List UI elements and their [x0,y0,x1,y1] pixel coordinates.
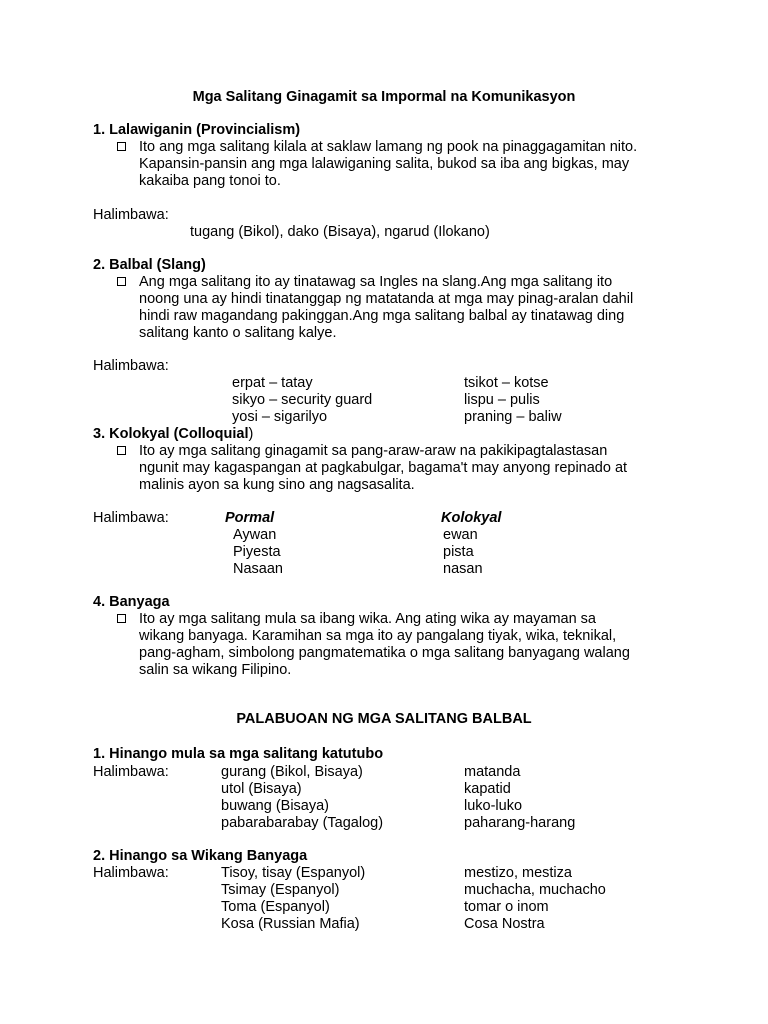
example-item: tomar o inom [464,899,549,915]
paragraph-line: malinis ayon sa kung sino ang nagsasalita. [139,477,415,493]
heading-bold-part: 3. Kolokyal (Colloquial [93,426,249,442]
katutubo-left-column [221,764,383,832]
example-label: Halimbawa: [93,358,169,374]
paragraph-line: Ang mga salitang ito ay tinatawag sa Ingles na slang.Ang mga salitang ito [139,274,613,290]
section-heading-kolokyal [93,426,253,443]
paragraph-line: salitang kanto o salitang kalye. [139,325,337,341]
subsection-heading-banyaga: 2. Hinango sa Wikang Banyaga [93,848,308,864]
section-heading-lalawiganin: 1. Lalawiganin (Provincialism) [93,122,301,138]
example-item: yosi – sigarilyo [232,409,328,425]
example-item: Tisoy, tisay (Espanyol) [221,865,366,881]
example-item: praning – baliw [464,409,562,425]
example-item: utol (Bisaya) [221,781,302,797]
paragraph-kolokyal [139,443,627,494]
subtitle: PALABUOAN NG MGA SALITANG BALBAL [236,711,532,727]
example-label: Halimbawa: [93,207,169,223]
example-item: gurang (Bikol, Bisaya) [221,764,363,780]
paragraph-line: noong una ay hindi tinatanggap ng matatanda at mga may pinag-aralan dahil [139,291,634,307]
example-item: pista [443,544,474,560]
example-item: Aywan [233,527,277,543]
section-heading-balbal: 2. Balbal (Slang) [93,257,206,273]
example-item: Cosa Nostra [464,916,545,932]
example-item: tsikot – kotse [464,375,549,391]
example-item: nasan [443,561,483,577]
paragraph-line: Ito ay mga salitang ginagamit sa pang-araw-araw na pakikipagtalastasan [139,443,608,459]
examples-right-column [464,375,562,426]
paragraph-balbal [139,274,633,342]
example-item: pabarabarabay (Tagalog) [221,815,384,831]
paragraph-line: Ito ang mga salitang kilala at saklaw lamang ng pook na pinaggagamitan nito. [139,139,638,155]
example-item: paharang-harang [464,815,576,831]
example-item: mestizo, mestiza [464,865,572,881]
paragraph-line: salin sa wikang Filipino. [139,662,292,678]
example-item: muchacha, muchacho [464,882,606,898]
column-header-kolokyal: Kolokyal [441,510,502,526]
column-header-pormal: Pormal [225,510,275,526]
example-label: Halimbawa: [93,764,169,780]
katutubo-right-column [464,764,575,832]
example-item: Toma (Espanyol) [221,899,330,915]
paragraph-banyaga [139,611,630,679]
example-item: luko-luko [464,798,523,814]
checkbox-bullet-icon [117,446,126,455]
example-item: Nasaan [233,561,283,577]
banyaga-left-column [221,865,365,933]
example-item: lispu – pulis [464,392,540,408]
example-item: matanda [464,764,521,780]
example-item: Kosa (Russian Mafia) [221,916,360,932]
paragraph-line: kakaiba pang tonoi to. [139,173,281,189]
example-label: Halimbawa: [93,510,169,526]
example-item: ewan [443,527,478,543]
example-item: Piyesta [233,544,281,560]
checkbox-bullet-icon [117,142,126,151]
example-text: tugang (Bikol), dako (Bisaya), ngarud (Ilokano) [190,224,490,240]
paragraph-line: ngunit may kagaspangan at pagkabulgar, bagama't may anyong repinado at [139,460,628,476]
subsection-heading-katutubo: 1. Hinango mula sa mga salitang katutubo [93,746,384,762]
paragraph-line: wikang banyaga. Karamihan sa mga ito ay pangalang tiyak, wika, teknikal, [139,628,617,644]
example-item: sikyo – security guard [232,392,373,408]
document-title: Mga Salitang Ginagamit sa Impormal na Komunikasyon [192,89,576,105]
paragraph-line: Kapansin-pansin ang mga lalawiganing salita, bukod sa iba ang bigkas, may [139,156,630,172]
paragraph-line: Ito ay mga salitang mula sa ibang wika. Ang ating wika ay mayaman sa [139,611,596,627]
paragraph-line: pang-agham, simbolong pangmatematika o mga salitang banyagang walang [139,645,630,661]
example-item: kapatid [464,781,511,797]
paragraph-lalawiganin [139,139,637,190]
example-item: Tsimay (Espanyol) [221,882,340,898]
paragraph-line: hindi raw magandang pakinggan.Ang mga salitang balbal ay tinatawag ding [139,308,625,324]
banyaga-right-column [464,865,606,933]
heading-tail: ) [248,426,254,442]
checkbox-bullet-icon [117,277,126,286]
example-item: buwang (Bisaya) [221,798,329,814]
pormal-column [233,527,283,578]
example-label: Halimbawa: [93,865,169,881]
checkbox-bullet-icon [117,614,126,623]
example-item: erpat – tatay [232,375,313,391]
kolokyal-column [443,527,483,578]
examples-left-column [232,375,372,426]
section-heading-banyaga: 4. Banyaga [93,594,170,610]
